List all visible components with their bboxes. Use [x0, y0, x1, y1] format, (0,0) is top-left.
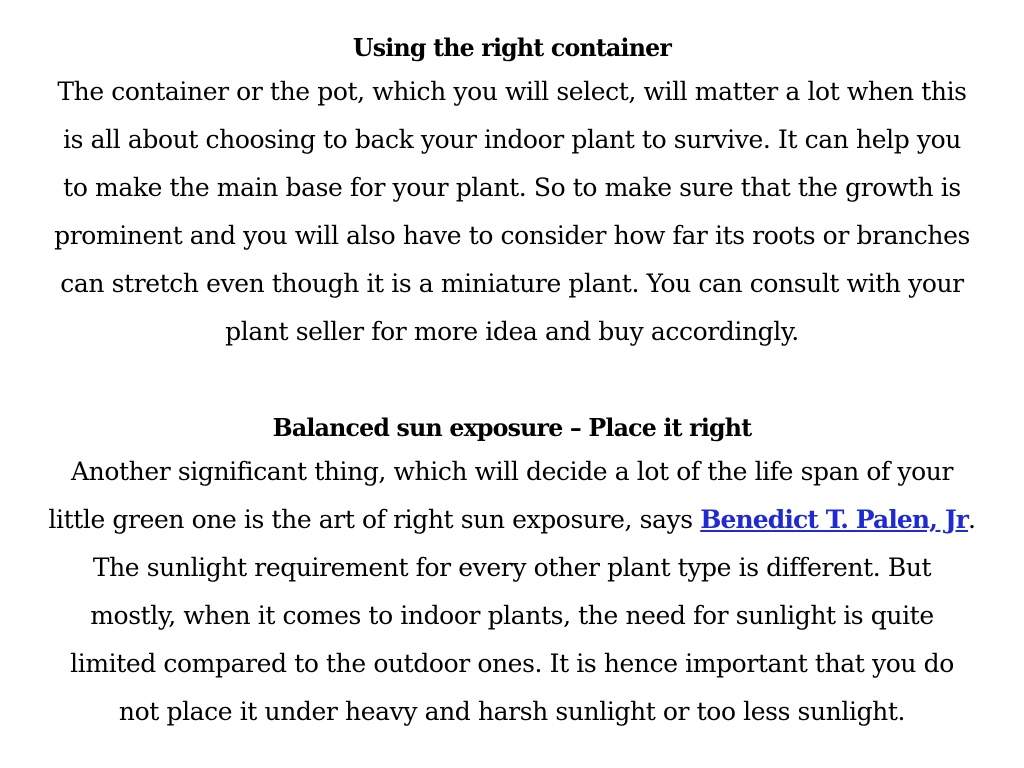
section-container — [40, 28, 984, 356]
line-text: can stretch even though it is a miniature plant. You can consult with your — [60, 269, 964, 298]
section-sun-exposure — [40, 408, 984, 736]
line-text: Another significant thing, which will decide a lot of the life span of your — [70, 457, 954, 486]
paragraph-line — [40, 448, 984, 496]
line-text: to make the main base for your plant. So to make sure that the growth is — [63, 173, 961, 202]
paragraph-line — [40, 688, 984, 736]
link-line-suffix: . — [968, 505, 976, 534]
line-text: limited compared to the outdoor ones. It is hence important that you do — [70, 649, 954, 678]
line-text: plant seller for more idea and buy accordingly. — [225, 317, 799, 346]
paragraph-line — [40, 592, 984, 640]
paragraph-line — [40, 164, 984, 212]
paragraph-line — [40, 68, 984, 116]
line-text: mostly, when it comes to indoor plants, the need for sunlight is quite — [90, 601, 934, 630]
section-heading: Balanced sun exposure – Place it right — [272, 413, 752, 442]
paragraph-line — [40, 260, 984, 308]
paragraph-line — [40, 308, 984, 356]
line-text: The sunlight requirement for every other plant type is different. But — [92, 553, 932, 582]
line-text: prominent and you will also have to consider how far its roots or branches — [54, 221, 970, 250]
paragraph-line — [40, 212, 984, 260]
paragraph-line-with-link — [40, 496, 984, 544]
line-text — [48, 496, 975, 544]
section-heading: Using the right container — [352, 33, 672, 62]
line-text: not place it under heavy and harsh sunlight or too less sunlight. — [118, 697, 906, 726]
line-text: is all about choosing to back your indoor plant to survive. It can help you — [63, 125, 961, 154]
author-link[interactable]: Benedict T. Palen, Jr — [700, 505, 969, 534]
paragraph-line — [40, 544, 984, 592]
paragraph-line — [40, 640, 984, 688]
line-text: The container or the pot, which you will select, will matter a lot when this — [57, 77, 967, 106]
link-line-prefix: little green one is the art of right sun exposure, says — [48, 505, 701, 534]
paragraph-line — [40, 116, 984, 164]
